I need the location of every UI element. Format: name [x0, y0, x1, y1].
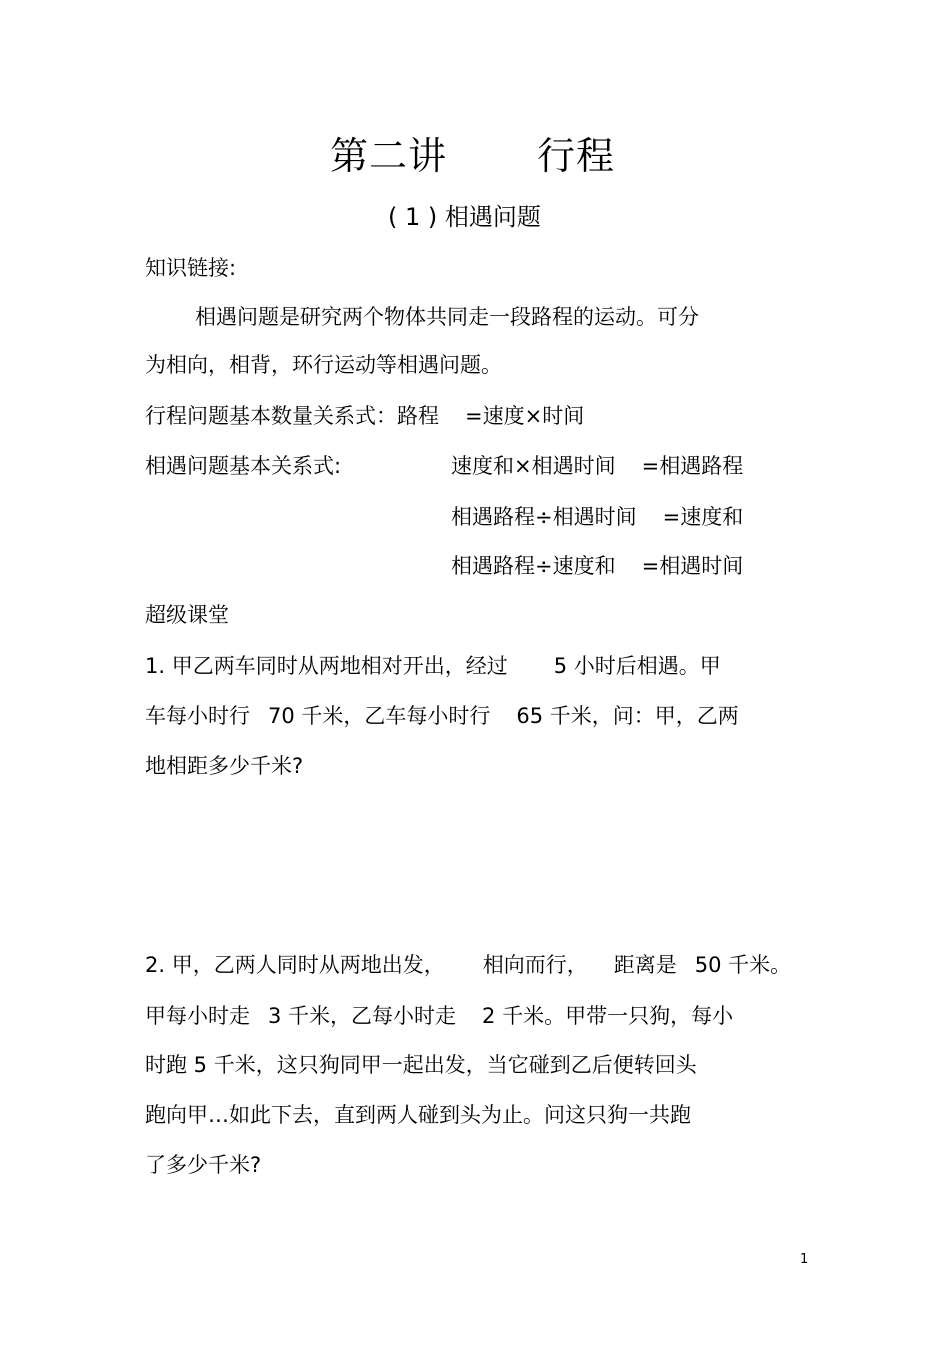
problem1-line2-b: 70 千米，乙车每小时行 [268, 704, 491, 728]
problem2-line2-b: 3 千米，乙每小时走 [268, 1004, 457, 1028]
problem1-line2 [145, 701, 739, 731]
page-number: 1 [800, 1252, 809, 1267]
formula1-right: =相遇路程 [641, 454, 744, 478]
problem1-line2-a: 车每小时行 [145, 704, 250, 728]
problem1-line2-c: 65 千米，问：甲，乙两 [516, 704, 739, 728]
problem2-line2-a: 甲每小时走 [145, 1004, 250, 1028]
problem2-line1-d: 50 千米。 [694, 953, 792, 977]
page-subtitle: ( 1 ) 相遇问题 [388, 203, 541, 231]
meeting-formula-1 [451, 451, 743, 481]
problem2-line3: 时跑 5 千米，这只狗同甲一起出发，当它碰到乙后便转回头 [145, 1053, 697, 1077]
title-lecture: 第二讲 [330, 134, 448, 178]
page-title [330, 133, 615, 179]
knowledge-intro-line2: 为相向，相背，环行运动等相遇问题。 [145, 353, 502, 377]
formula1-left: 速度和×相遇时间 [451, 454, 616, 478]
formula3-left: 相遇路程÷速度和 [451, 554, 616, 578]
meeting-formula-3 [451, 551, 743, 581]
meeting-formula-label: 相遇问题基本关系式: [145, 454, 342, 478]
problem2-line1 [145, 950, 791, 980]
problem2-line1-a: 2. 甲，乙两人同时从两地出发， [145, 953, 445, 977]
problem1-line1 [145, 651, 721, 681]
problem2-line4: 跑向甲…如此下去，直到两人碰到头为止。问这只狗一共跑 [145, 1103, 691, 1127]
basic-formula [145, 401, 584, 431]
basic-formula-label: 行程问题基本数量关系式：路程 [145, 404, 439, 428]
problem2-line1-b: 相向而行， [482, 953, 588, 977]
problem2-line2 [145, 1001, 733, 1031]
problem2-line5: 了多少千米? [145, 1153, 262, 1177]
knowledge-intro-line1: 相遇问题是研究两个物体共同走一段路程的运动。可分 [195, 305, 699, 329]
knowledge-heading: 知识链接: [145, 256, 237, 280]
problem2-line2-c: 2 千米。甲带一只狗，每小 [482, 1004, 734, 1028]
section-heading: 超级课堂 [145, 603, 229, 627]
basic-formula-rest: =速度×时间 [465, 404, 585, 428]
problem1-line3: 地相距多少千米? [145, 754, 304, 778]
formula2-left: 相遇路程÷相遇时间 [451, 505, 637, 529]
meeting-formula-2 [451, 502, 743, 532]
problem1-line1-b: 5 小时后相遇。甲 [553, 654, 721, 678]
formula3-right: =相遇时间 [641, 554, 744, 578]
problem2-line1-c: 距离是 [613, 953, 677, 977]
title-topic: 行程 [537, 134, 616, 178]
formula2-right: =速度和 [662, 505, 744, 529]
problem1-line1-a: 1. 甲乙两车同时从两地相对开出，经过 [145, 654, 508, 678]
